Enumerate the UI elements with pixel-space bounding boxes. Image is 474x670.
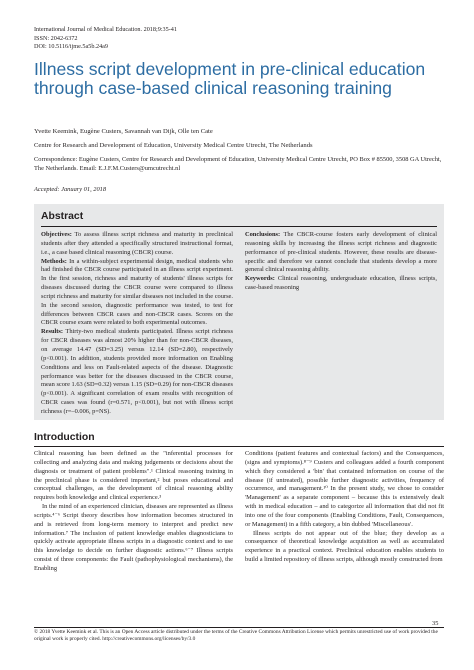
methods-text: In a within-subject experimental design, medical students who had finished the CBCR course participated in an illness script experiment. In the first session, richness and maturity of students' illness scripts for diseases discussed during the CBCR course were compared to illness script richness and maturity for similar diseases not included in the course. In the second session, diagnostic performance was tested, to test for differences between CBCR cases and non-CBCR cases. Scores on the CBCR course exam were related to both experimental outcomes. [41, 257, 233, 327]
results-text: Thirty-two medical students participated. Illness script richness for CBCR diseases was almost 20% higher than for non-CBCR diseases, on average 14.47 (SD=3.25) versus 12.14 (SD=2.80), respectively (p<0.001). In addition, students provided more information on Enabling Conditions and less on Fault-related aspects of the disease. Diagnostic performance was better for the diseases discussed in the CBCR course, mean score 1.63 (SD=0.32) versus 1.15 (SD=0.29) for non-CBCR diseases (p<0.001). A significant correlation of exam results with recognition of CBCR cases was found (r=0.571, p<0.001), but not with illness script richness (r=–0.006, p=NS). [41, 328, 233, 415]
abstract-column-right [245, 231, 437, 293]
objectives-label: Objectives: [41, 231, 72, 238]
keywords-label: Keywords: [245, 275, 275, 283]
introduction-heading: Introduction [34, 432, 95, 443]
authors: Yvette Keemink, Eugène Custers, Savannah van Dijk, Olle ten Cate [34, 128, 213, 135]
abstract-conclusions [245, 231, 437, 275]
results-label: Results: [41, 328, 64, 336]
abstract-box [34, 204, 444, 420]
footer-divider [34, 627, 444, 628]
intro-paragraph-2: In the mind of an experienced clinician, diseases are represented as illness scripts.⁴⁻⁶ Script theory describes how information becomes structured in and is retrieved from long-term memory to interpret and predict new information.⁷ The inclusion of patient knowledge enables diagnosticians to quickly activate appropriate illness scripts in a diagnostic context and to use this knowledge to decide on further diagnostic actions.⁶⁻⁷ Illness scripts consist of three components: the Fault (pathophysiological mechanisms), the Enabling [34, 503, 233, 572]
conclusions-label: Conclusions: [245, 231, 281, 238]
page-number: 35 [432, 620, 439, 627]
objectives-text: To assess illness script richness and maturity in preclinical students after they attended a specifically structured instructional format, i.e., a case based clinical reasoning (CBCR) course. [41, 231, 233, 256]
body-column-right [245, 450, 444, 565]
article-title: Illness script development in pre-clinical education through case-based clinical reasoning training [34, 59, 426, 98]
intro-paragraph-1: Clinical reasoning has been defined as the "inferential processes for collecting and analyzing data and making judgements or decisions about the diagnosis or treatment of patient problems".¹ Clinical reasoning training in the preclinical phase is considered important,² but poses educational and conceptual challenges, as the development of clinical reasoning ability requires both knowledge and clinical experience.³ [34, 450, 233, 502]
correspondence: Correspondence: Eugène Custers, Centre for Research and Development of Education, University Medical Centre Utrecht, PO Box # 85500, 3508 GA Utrecht, The Netherlands. Email: E.J.F.M.Custers@umcutrecht.nl [34, 156, 442, 172]
introduction-divider [34, 446, 444, 447]
intro-paragraph-3: Conditions (patient features and contextual factors) and the Consequences, (signs and symptoms).⁸⁻⁹ Custers and colleagues added a fourth component which they considered a 'bin' that contained information on course of the disease (if untreated), possible further diagnostic activities, frequency of occurrence, and management.¹⁰ In the present study, we chose to consider 'Management' as a separate component – because this is extensively dealt with in medical education – and to categorize all information that did not fit into one of the four components (Enabling Conditions, Fault, Consequences, or Management) in a fifth category, a bin dubbed 'Miscellaneous'. [245, 450, 444, 528]
abstract-divider [41, 226, 437, 227]
affiliation: Centre for Research and Development of Education, University Medical Centre Utrecht, The Netherlands [34, 142, 313, 149]
abstract-methods [41, 258, 233, 329]
abstract-objectives [41, 231, 233, 258]
keywords-text: Clinical reasoning, undergraduate education, illness scripts, case-based reasoning [245, 275, 437, 292]
abstract-keywords [245, 275, 437, 293]
abstract-column-left [41, 231, 233, 417]
doi: DOI: 10.5116/ijme.5a5b.24a9 [34, 43, 109, 51]
conclusions-text: The CBCR-course fosters early development of clinical reasoning skills by increasing the illness script richness and diagnostic performance of pre-clinical students. However, these results are disease-specific and therefore we cannot conclude that students develop a more general clinical reasoning ability. [245, 231, 437, 274]
accepted-date: Accepted: January 01, 2018 [34, 186, 107, 193]
intro-paragraph-4: Illness scripts do not appear out of the blue; they develop as a consequence of theoretical knowledge acquisition as well as accumulated experience in a practical context. Preclinical education enables students to build a limited repository of illness scripts, although mostly constructed from [245, 529, 444, 564]
issn: ISSN: 2042-6372 [34, 34, 78, 42]
license-footer: © 2018 Yvette Keemink et al. This is an Open Access article distributed under the terms of the Creative Commons Attribution License which permits unrestricted use of work provided the original work is properly cited. http://creativecommons.org/licenses/by/3.0 [34, 629, 438, 643]
body-column-left [34, 450, 233, 574]
abstract-heading: Abstract [41, 211, 84, 222]
methods-label: Methods: [41, 257, 67, 265]
abstract-results [41, 328, 233, 416]
journal-citation: International Journal of Medical Education. 2018;9:35-41 [34, 26, 177, 33]
journal-meta [34, 26, 177, 52]
